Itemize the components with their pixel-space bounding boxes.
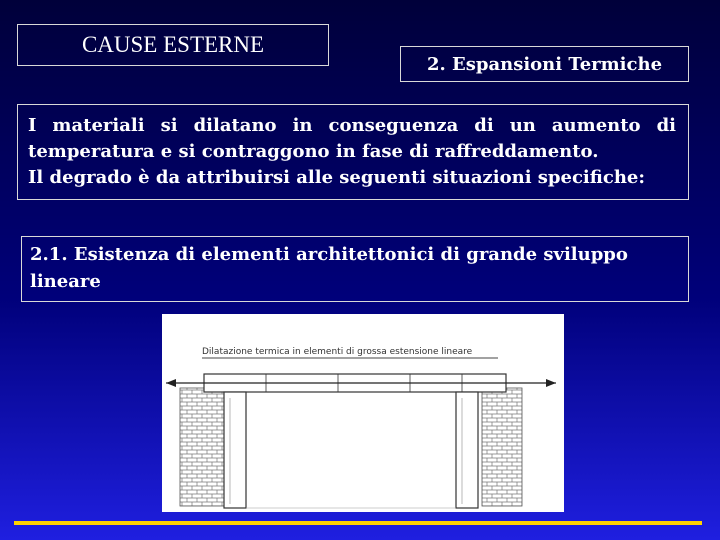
bottom-accent-line [14,521,702,525]
slide-subtitle-text: 2. Espansioni Termiche [426,54,663,75]
arrow-right-icon [546,379,556,387]
body-text-box [17,104,689,200]
thermal-expansion-figure [162,314,564,512]
body-line-2: temperatura e si contraggono in fase di raffreddamento. [28,141,599,162]
left-brick-wall [180,388,224,506]
subpoint-text: 2.1. Esistenza di elementi architettonici di grande sviluppo lineare [30,244,628,292]
left-column [224,392,246,508]
arrow-left-icon [166,379,176,387]
right-brick-wall [482,388,522,506]
slide-subtitle [400,46,689,82]
body-line-1: I materiali si dilatano in conseguenza di un aumento di [28,115,676,136]
figure-caption: Dilatazione termica in elementi di grossa estensione lineare [202,347,473,357]
figure-drawing [162,314,564,512]
subpoint-box [21,236,689,302]
slide-title [17,24,329,66]
body-line-3: Il degrado è da attribuirsi alle seguenti situazioni specifiche: [28,167,646,188]
slide-title-text: CAUSE ESTERNE [81,32,265,57]
right-column [456,392,478,508]
